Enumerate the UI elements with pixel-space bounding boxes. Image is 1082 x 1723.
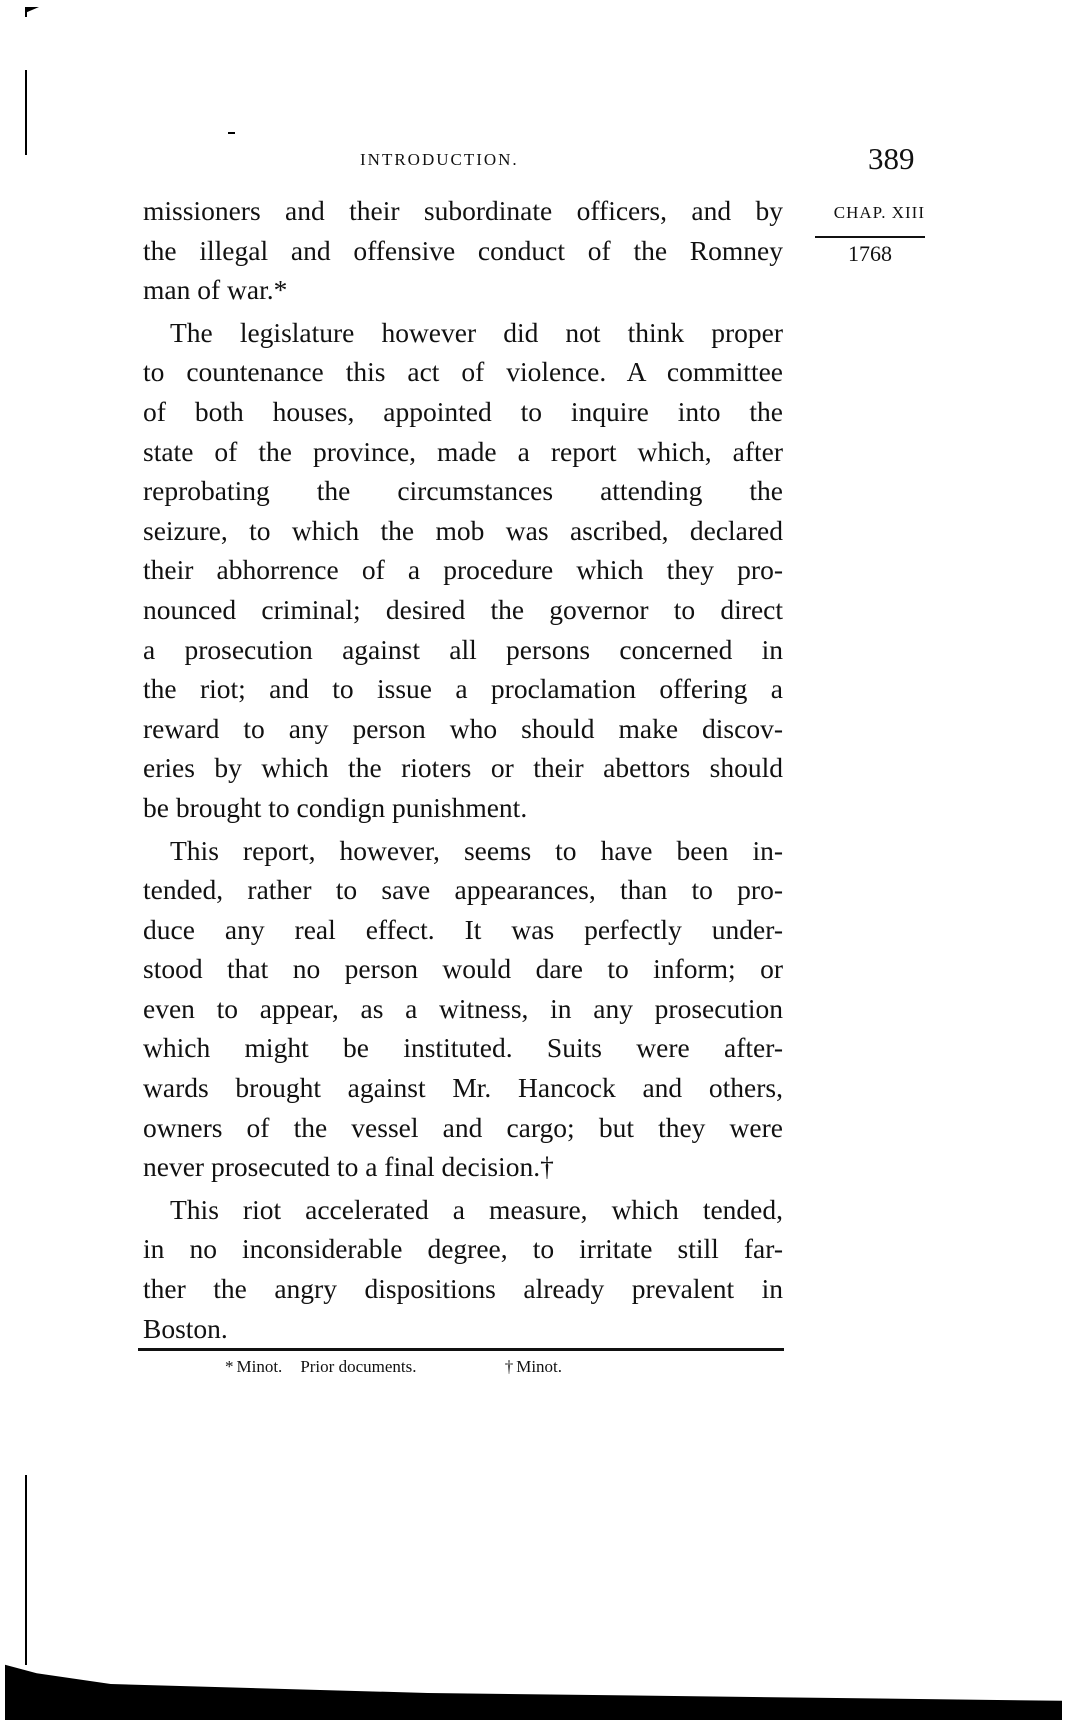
scan-bottom-shadow: [5, 1660, 1062, 1720]
scan-corner-mark-stem: [25, 7, 27, 17]
text-line: in no inconsiderable degree, to irritate still far-: [143, 1233, 783, 1265]
paragraph-3: [143, 831, 783, 1187]
margin-rule: [815, 236, 925, 238]
footnote-text: Minot.: [236, 1357, 283, 1376]
footnotes: [225, 1357, 725, 1377]
footnote-marker: †: [504, 1357, 514, 1376]
text-line: be brought to condign punishment.: [143, 791, 528, 823]
text-line: the riot; and to issue a proclamation offering a: [143, 673, 783, 705]
text-line: tended, rather to save appearances, than to pro-: [143, 874, 783, 906]
paragraph-2: [143, 313, 783, 828]
text-line: eries by which the rioters or their abettors should: [143, 752, 783, 784]
text-line: the illegal and offensive conduct of the Romney: [143, 234, 783, 266]
text-line: man of war.*: [143, 274, 288, 306]
text-line: which might be instituted. Suits were after-: [143, 1032, 783, 1064]
footnote-text: Minot.: [516, 1357, 563, 1376]
text-line: Boston.: [143, 1312, 228, 1344]
text-line: This riot accelerated a measure, which tended,: [170, 1193, 783, 1225]
margin-year: 1768: [848, 241, 892, 266]
scan-speck: [228, 132, 235, 134]
paragraph-1: [143, 191, 783, 310]
text-line: to countenance this act of violence. A committee: [143, 356, 783, 388]
text-line: reprobating the circumstances attending the: [143, 475, 783, 507]
text-line: The legislature however did not think proper: [170, 316, 783, 348]
text-line: wards brought against Mr. Hancock and others,: [143, 1072, 783, 1104]
text-line: stood that no person would dare to inform; or: [143, 953, 783, 985]
text-line: missioners and their subordinate officers, and by: [143, 195, 783, 226]
text-line: duce any real effect. It was perfectly under-: [143, 913, 783, 945]
text-line: ther the angry dispositions already prevalent in: [143, 1273, 783, 1305]
footnote-rule: [138, 1348, 784, 1351]
body-text: [143, 191, 783, 1348]
text-line: This report, however, seems to have been in-: [170, 834, 783, 866]
text-line: never prosecuted to a final decision.†: [143, 1151, 554, 1183]
scan-corner-mark: [25, 7, 39, 13]
footnote-text-extra: Prior documents.: [300, 1357, 417, 1376]
text-line: owners of the vessel and cargo; but they were: [143, 1111, 783, 1143]
text-line: their abhorrence of a procedure which they pro-: [143, 554, 783, 586]
text-line: even to appear, as a witness, in any prosecution: [143, 992, 783, 1024]
scan-edge-line-bottom: [25, 1475, 27, 1665]
margin-chapter: CHAP. XIII: [833, 203, 925, 222]
text-line: of both houses, appointed to inquire into the: [143, 395, 783, 427]
text-line: seizure, to which the mob was ascribed, declared: [143, 514, 783, 546]
text-line: a prosecution against all persons concerned in: [143, 633, 783, 665]
text-line: nounced criminal; desired the governor to direct: [143, 593, 783, 625]
text-line: state of the province, made a report which, after: [143, 435, 783, 467]
footnote-marker: *: [225, 1357, 234, 1376]
text-line: reward to any person who should make discov-: [143, 712, 783, 744]
running-head: INTRODUCTION.: [360, 150, 519, 169]
footnote-2: [505, 1357, 584, 1376]
page-number: 389: [868, 141, 915, 176]
footnote-1: [225, 1357, 438, 1376]
scan-edge-line-top: [25, 70, 27, 155]
paragraph-4: [143, 1190, 783, 1348]
